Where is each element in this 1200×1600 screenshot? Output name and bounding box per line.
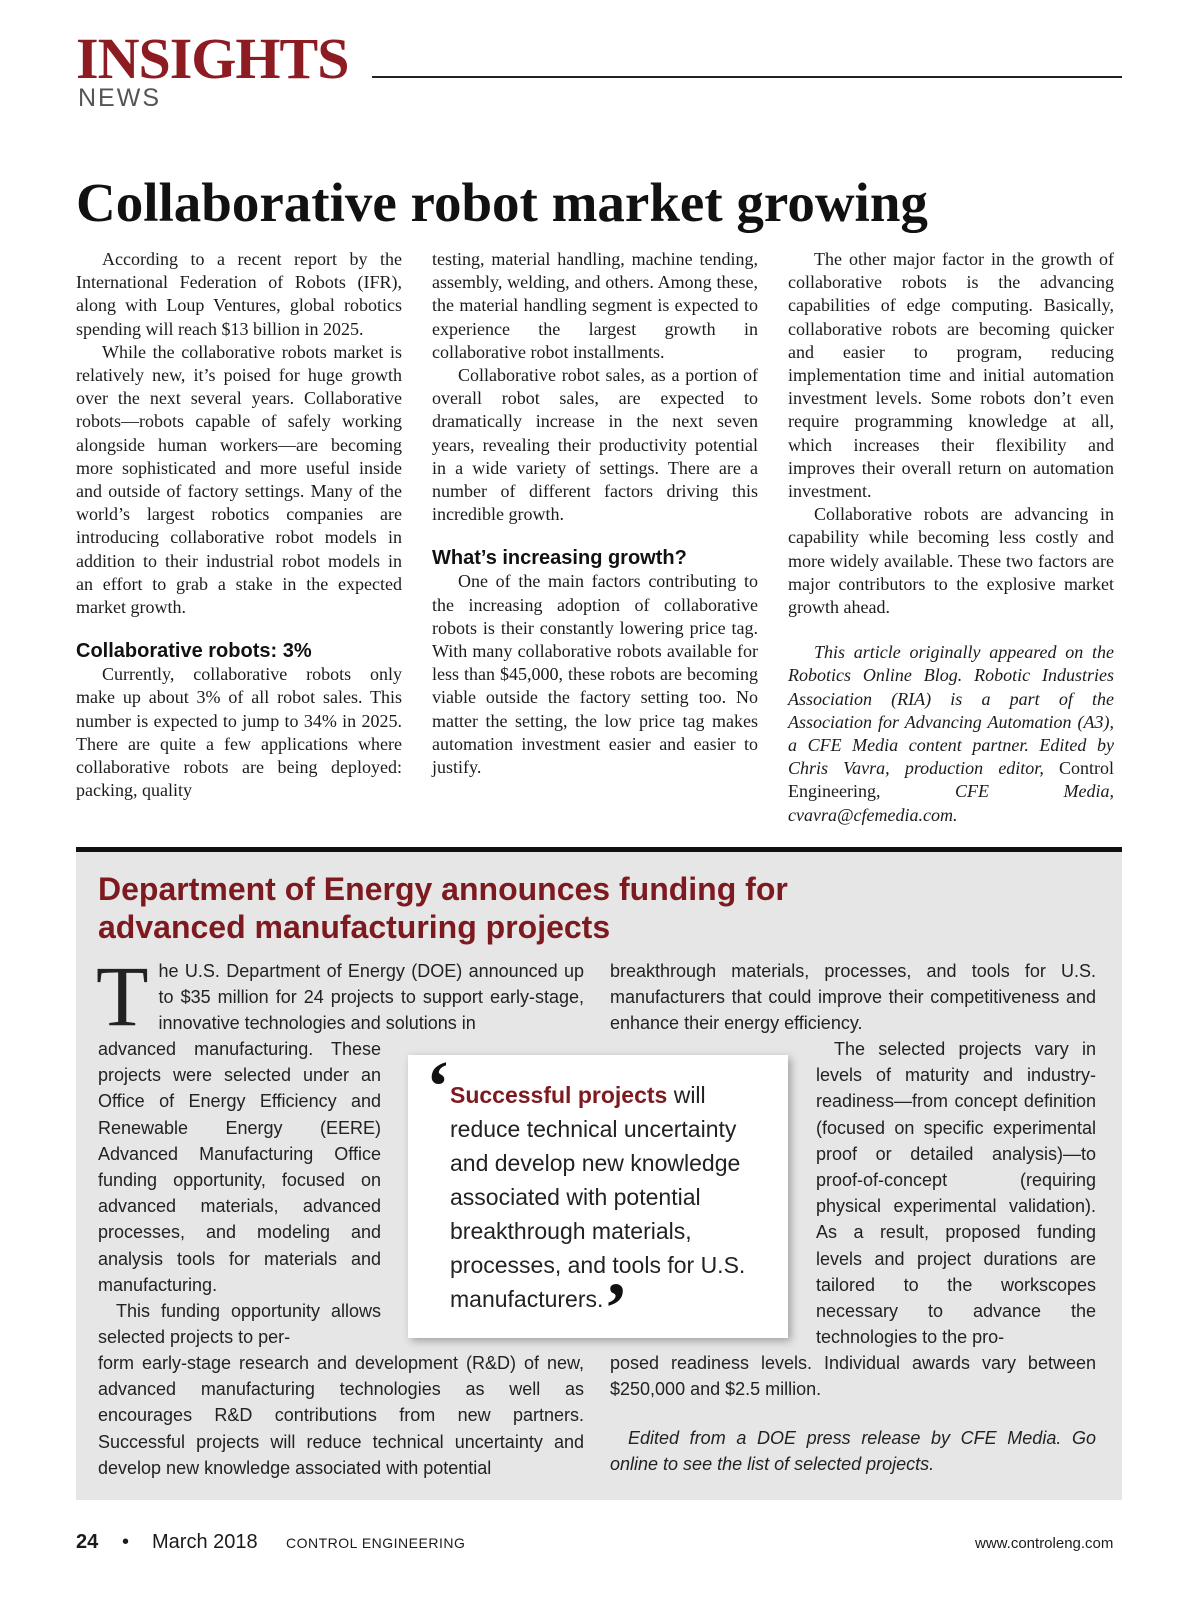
credit-text: This article originally appeared on the Robotics Online Blog. Robotic Industries Association (RIA) is a part of the Association for Advancing Automation (A3), a CFE Media content partner. Edited by Chris Vavra, production editor, xyxy=(788,642,1114,779)
sidebar-right-narrow xyxy=(816,1036,1096,1350)
article-paragraph: Collaborative robots are advancing in capability while becoming less costly and more widely available. These two factors are major contributors to the explosive market growth ahead. xyxy=(788,504,1114,618)
drop-cap: T xyxy=(96,948,149,1044)
article-paragraph: While the collaborative robots market is relatively new, it’s poised for huge growth over the next several years. Collaborative robots—robots capable of safely working alongside human workers—are becoming more sophisticated and more useful inside and outside of factory settings. Many of the world’s largest robotics companies are introducing collaborative robot models in addition to their industrial robot models in an effort to grab a stake in the expected market growth. xyxy=(76,341,402,618)
issue-date: March 2018 xyxy=(152,1531,258,1553)
publication-name: Control Engineering, xyxy=(788,758,1115,802)
article-paragraph: According to a recent report by the International Federation of Robots (IFR), along with Loup Ventures, global robotics spending will reach $13 billion in 2025. xyxy=(76,249,402,339)
sidebar-paragraph: form early-stage research and development (R&D) of new, advanced manufacturing technologies as well as encourages R&D contributions from new partners. Successful projects will reduce technical uncertainty and develop new knowledge associated with potential xyxy=(98,1353,584,1478)
sidebar-paragraph: This funding opportunity allows selected projects to per- xyxy=(98,1301,381,1348)
article-paragraph: Currently, collaborative robots only make up about 3% of all robot sales. This number is expected to jump to 34% in 2025. There are quite a few applications where collaborative robots are being deployed: packing, quality xyxy=(76,664,402,801)
sidebar-paragraph: breakthrough materials, processes, and tools for U.S. manufacturers that could improve their competitiveness and enhance their energy efficiency. xyxy=(610,961,1096,1034)
article-paragraph: The other major factor in the growth of collaborative robots is the advancing capabilities of edge computing. Basically, collaborative robots are becoming quicker and easier to program, reducing implementation time and initial automation investment levels. Some robots don’t even require programming knowledge at all, which increases their flexibility and improves their overall return on automation investment. xyxy=(788,249,1114,502)
sidebar-paragraph: posed readiness levels. Individual awards vary between $250,000 and $2.5 million. xyxy=(610,1353,1096,1400)
article-headline: Collaborative robot market growing xyxy=(76,172,928,233)
credit-contact: CFE Media, cvavra@cfemedia.com. xyxy=(788,781,1114,825)
sidebar-left-narrow xyxy=(98,1036,381,1350)
article-column-3 xyxy=(788,248,1114,827)
sidebar-lead-text: he U.S. Department of Energy (DOE) announced up to $35 million for 24 projects to support early-stage, innovative technologies and solutions in xyxy=(158,961,584,1034)
page-number: 24 xyxy=(76,1531,99,1553)
article-column-1 xyxy=(76,248,402,802)
section-subtitle: NEWS xyxy=(78,84,161,112)
pull-quote-emphasis: Successful projects xyxy=(450,1082,668,1108)
sidebar-title: Department of Energy announces funding for advanced manufacturing projects xyxy=(98,871,788,945)
sidebar-credit: Edited from a DOE press release by CFE Media. Go online to see the list of selected projects. xyxy=(610,1428,1096,1475)
header-rule xyxy=(372,76,1122,78)
article-column-2 xyxy=(432,248,758,779)
website-url: www.controleng.com xyxy=(975,1535,1114,1552)
sidebar-paragraph: The selected projects vary in levels of maturity and industry-readiness—from concept definition (focused on specific experimental proof or detailed analysis)—to proof-of-concept (requiring physical experimental validation). As a result, proposed funding levels and project durations are tailored to the workscopes necessary to advance the technologies to the pro- xyxy=(816,1039,1096,1348)
sidebar-paragraph: advanced manufacturing. These projects were selected under an Office of Energy Efficiency and Renewable Energy (EERE) Advanced Manufacturing Office funding opportunity, focused on advanced materials, advanced processes, and modeling and analysis tools for materials and manufacturing. xyxy=(98,1039,381,1295)
article-paragraph: One of the main factors contributing to the increasing adoption of collaborative robots is their constantly lowering price tag. With many collaborative robots available for less than $45,000, these robots are becoming viable outside the factory setting too. No matter the setting, the low price tag makes automation investment easier and easier to justify. xyxy=(432,571,758,778)
open-quote-icon: ‘ xyxy=(426,1046,450,1126)
sidebar-lead xyxy=(96,948,584,1044)
article-paragraph: testing, material handling, machine tending, assembly, welding, and others. Among these, the material handling segment is expected to experience the largest growth in collaborative robot installments. xyxy=(432,249,758,362)
article-subhead: Collaborative robots: 3% xyxy=(76,640,312,663)
pull-quote-body: will reduce technical uncertainty and develop new knowledge associated with potential breakthrough materials, processes, and tools for U.S. manufacturers. xyxy=(450,1082,746,1312)
close-quote-icon: ’ xyxy=(604,1268,628,1348)
article-credit xyxy=(788,641,1114,827)
article-paragraph: Collaborative robot sales, as a portion of overall robot sales, are expected to dramatically increase in the next seven years, revealing their productivity potential in a wide variety of settings. There are a number of different factors driving this incredible growth. xyxy=(432,365,758,525)
magazine-name: CONTROL ENGINEERING xyxy=(286,1535,466,1551)
bullet-icon: • xyxy=(122,1531,130,1553)
article-subhead: What’s increasing growth? xyxy=(432,547,687,570)
section-title: INSIGHTS xyxy=(76,26,349,91)
